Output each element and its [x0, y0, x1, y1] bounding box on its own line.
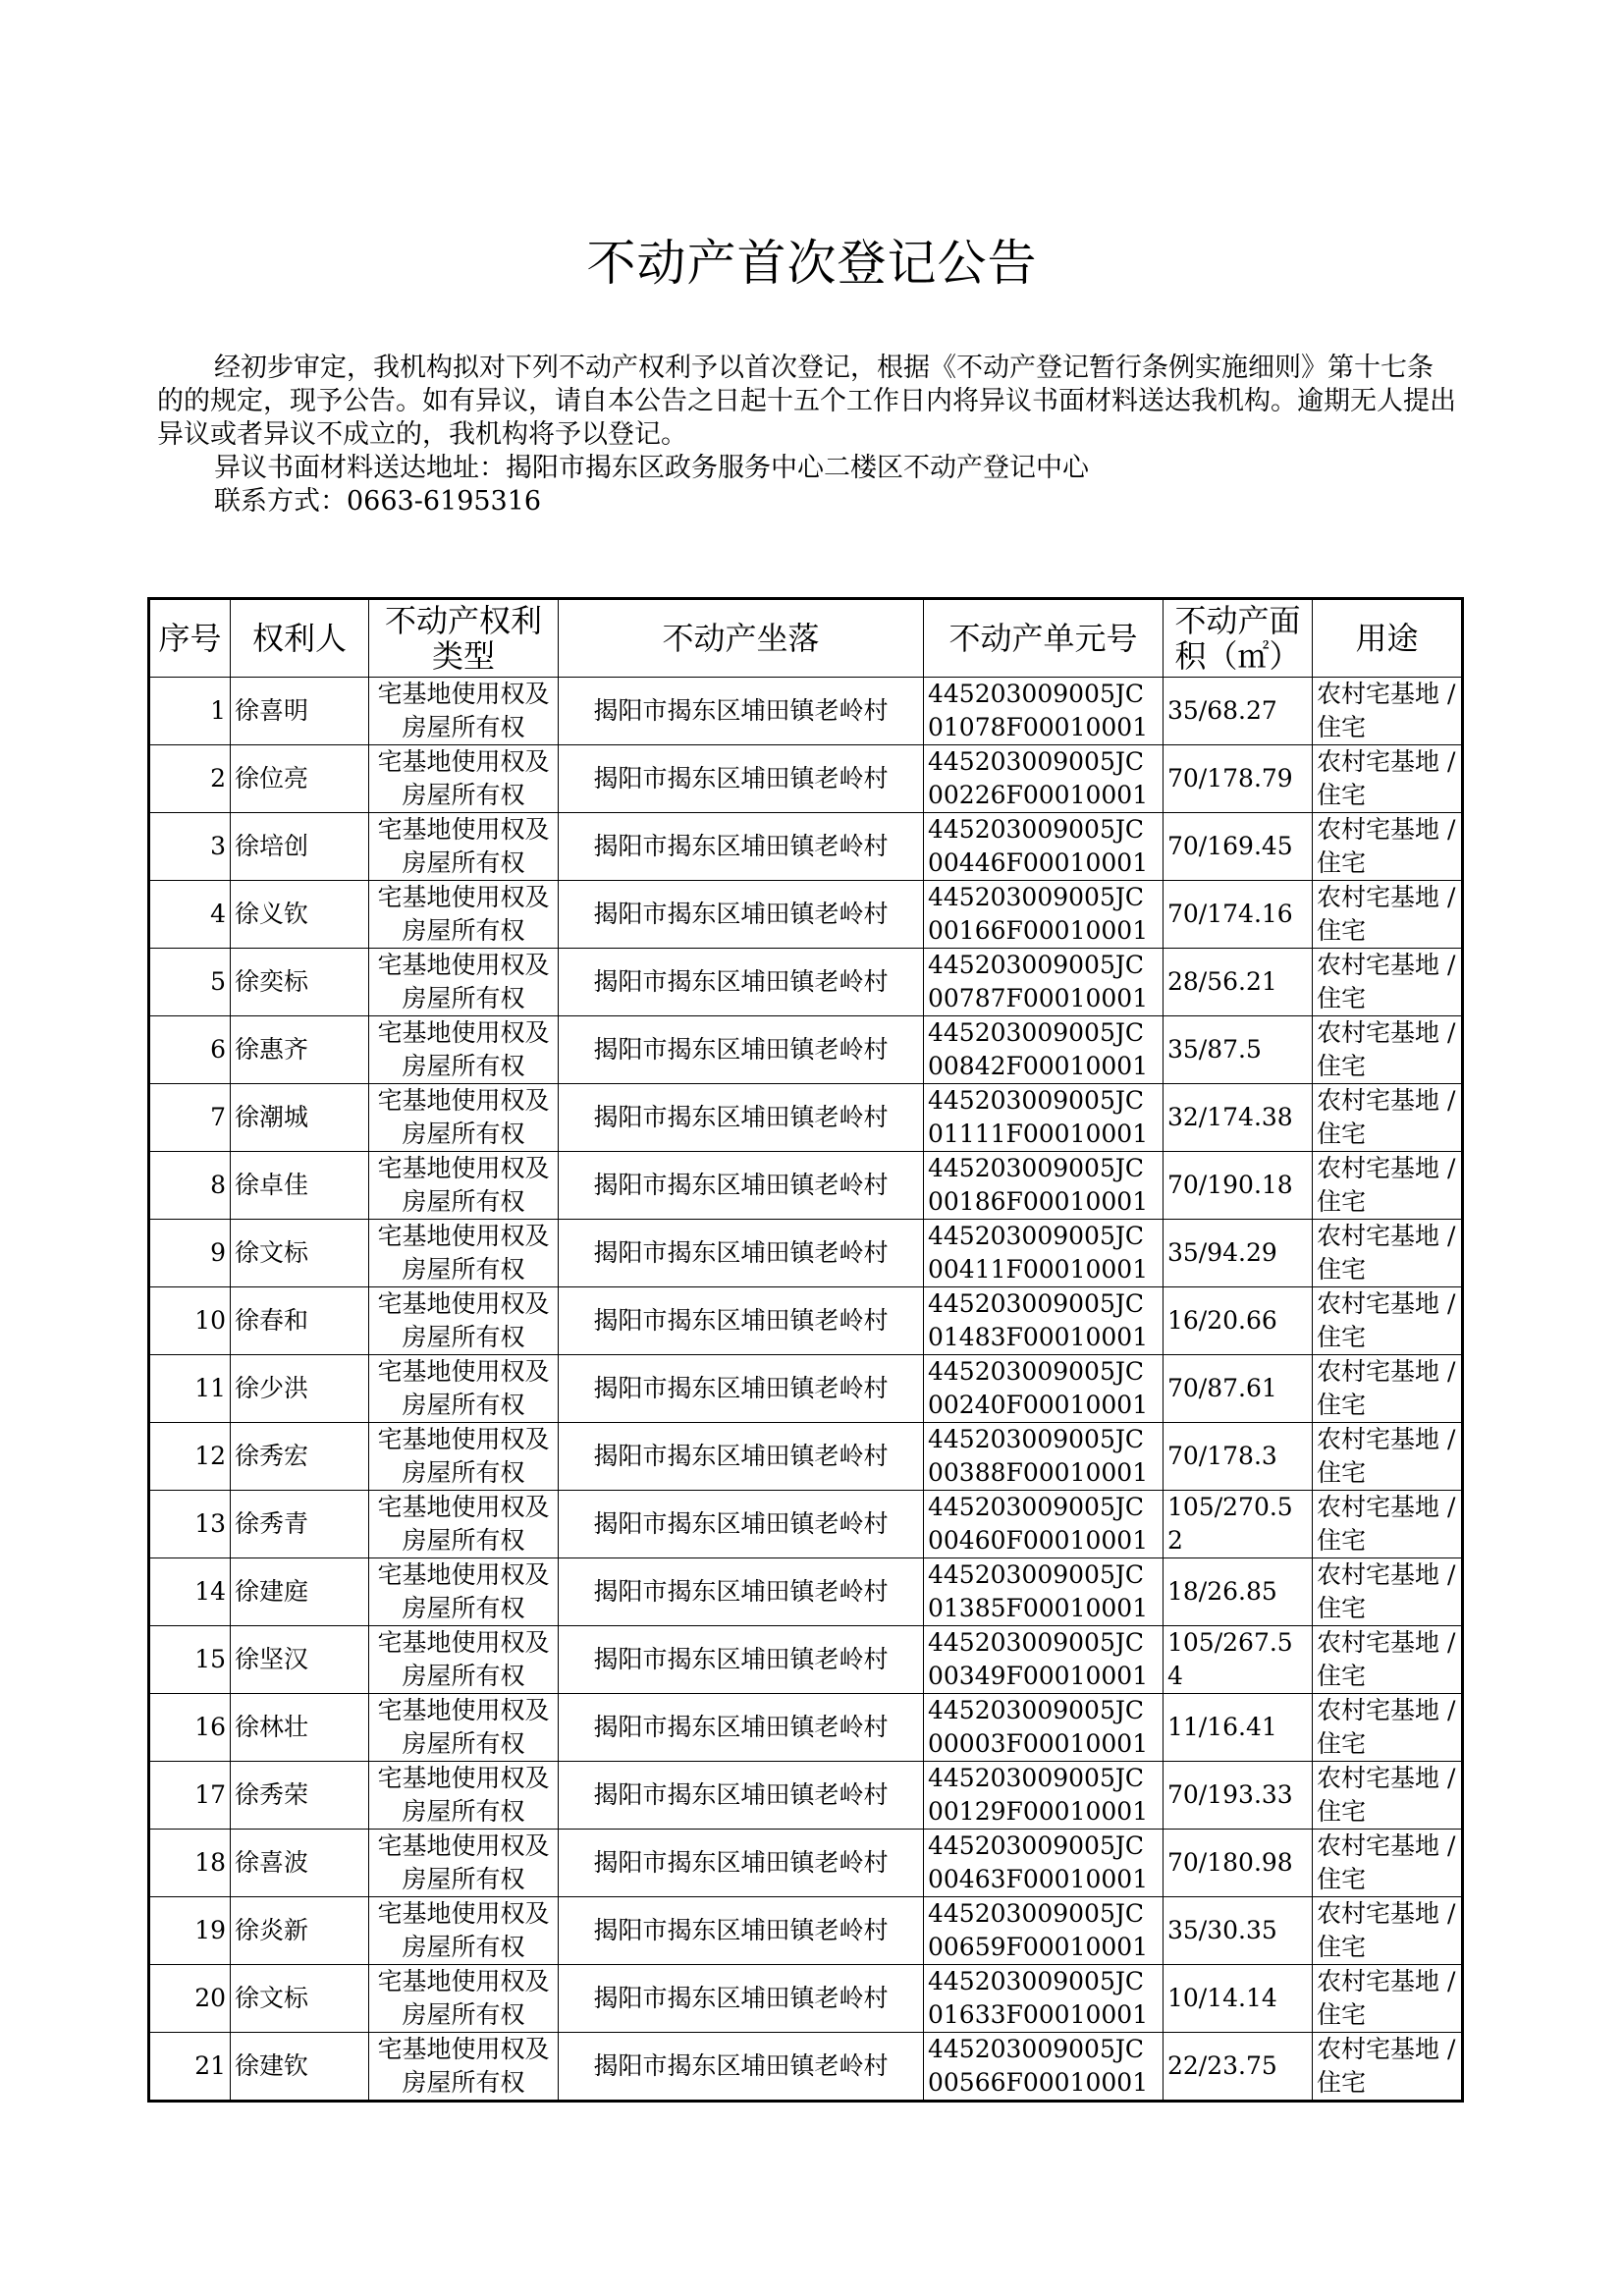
cell-location: 揭阳市揭东区埔田镇老岭村 — [559, 881, 924, 949]
cell-right-type: 宅基地使用权及房屋所有权 — [369, 1897, 559, 1965]
cell-unit-no: 445203009005JC01483F00010001 — [924, 1287, 1164, 1355]
table-row — [149, 949, 1463, 1016]
cell-area: 35/94.29 — [1164, 1220, 1313, 1287]
table-row — [149, 1423, 1463, 1491]
cell-owner: 徐建庭 — [231, 1558, 369, 1626]
cell-seq: 12 — [149, 1423, 231, 1491]
cell-usage: 农村宅基地 / 住宅 — [1313, 1016, 1463, 1084]
cell-right-type: 宅基地使用权及房屋所有权 — [369, 1965, 559, 2033]
cell-unit-no: 445203009005JC00240F00010001 — [924, 1355, 1164, 1423]
cell-owner: 徐秀宏 — [231, 1423, 369, 1491]
cell-owner: 徐喜波 — [231, 1830, 369, 1897]
cell-area: 70/178.3 — [1164, 1423, 1313, 1491]
cell-area: 11/16.41 — [1164, 1694, 1313, 1762]
cell-owner: 徐培创 — [231, 813, 369, 881]
page-title: 不动产首次登记公告 — [586, 235, 1038, 292]
cell-area: 70/169.45 — [1164, 813, 1313, 881]
cell-location: 揭阳市揭东区埔田镇老岭村 — [559, 1965, 924, 2033]
cell-unit-no: 445203009005JC00226F00010001 — [924, 745, 1164, 813]
cell-usage: 农村宅基地 / 住宅 — [1313, 1558, 1463, 1626]
cell-owner: 徐春和 — [231, 1287, 369, 1355]
contact-info: 联系方式：0663-6195316 — [214, 486, 542, 517]
cell-location: 揭阳市揭东区埔田镇老岭村 — [559, 1694, 924, 1762]
cell-owner: 徐文标 — [231, 1965, 369, 2033]
cell-usage: 农村宅基地 / 住宅 — [1313, 745, 1463, 813]
cell-location: 揭阳市揭东区埔田镇老岭村 — [559, 1558, 924, 1626]
cell-owner: 徐文标 — [231, 1220, 369, 1287]
cell-right-type: 宅基地使用权及房屋所有权 — [369, 1423, 559, 1491]
cell-usage: 农村宅基地 / 住宅 — [1313, 1355, 1463, 1423]
cell-usage: 农村宅基地 / 住宅 — [1313, 1965, 1463, 2033]
cell-usage: 农村宅基地 / 住宅 — [1313, 1762, 1463, 1830]
header-unit-no: 不动产单元号 — [924, 599, 1164, 678]
cell-area: 18/26.85 — [1164, 1558, 1313, 1626]
cell-unit-no: 445203009005JC01078F00010001 — [924, 678, 1164, 745]
cell-seq: 10 — [149, 1287, 231, 1355]
cell-seq: 16 — [149, 1694, 231, 1762]
cell-right-type: 宅基地使用权及房屋所有权 — [369, 1762, 559, 1830]
cell-unit-no: 445203009005JC00446F00010001 — [924, 813, 1164, 881]
cell-owner: 徐奕标 — [231, 949, 369, 1016]
cell-unit-no: 445203009005JC00186F00010001 — [924, 1152, 1164, 1220]
cell-location: 揭阳市揭东区埔田镇老岭村 — [559, 1016, 924, 1084]
cell-location: 揭阳市揭东区埔田镇老岭村 — [559, 1897, 924, 1965]
cell-usage: 农村宅基地 / 住宅 — [1313, 1287, 1463, 1355]
cell-unit-no: 445203009005JC00003F00010001 — [924, 1694, 1164, 1762]
cell-unit-no: 445203009005JC00129F00010001 — [924, 1762, 1164, 1830]
cell-right-type: 宅基地使用权及房屋所有权 — [369, 1220, 559, 1287]
cell-location: 揭阳市揭东区埔田镇老岭村 — [559, 1220, 924, 1287]
table-row — [149, 1762, 1463, 1830]
cell-right-type: 宅基地使用权及房屋所有权 — [369, 881, 559, 949]
cell-usage: 农村宅基地 / 住宅 — [1313, 1694, 1463, 1762]
cell-location: 揭阳市揭东区埔田镇老岭村 — [559, 1423, 924, 1491]
cell-usage: 农村宅基地 / 住宅 — [1313, 1626, 1463, 1694]
cell-seq: 14 — [149, 1558, 231, 1626]
cell-seq: 7 — [149, 1084, 231, 1152]
header-location: 不动产坐落 — [559, 599, 924, 678]
cell-owner: 徐少洪 — [231, 1355, 369, 1423]
cell-seq: 11 — [149, 1355, 231, 1423]
cell-unit-no: 445203009005JC00842F00010001 — [924, 1016, 1164, 1084]
table-row — [149, 1694, 1463, 1762]
cell-location: 揭阳市揭东区埔田镇老岭村 — [559, 1355, 924, 1423]
cell-usage: 农村宅基地 / 住宅 — [1313, 678, 1463, 745]
cell-location: 揭阳市揭东区埔田镇老岭村 — [559, 1152, 924, 1220]
objection-address: 异议书面材料送达地址：揭阳市揭东区政务服务中心二楼区不动产登记中心 — [214, 453, 1089, 483]
cell-owner: 徐炎新 — [231, 1897, 369, 1965]
cell-owner: 徐建钦 — [231, 2033, 369, 2102]
cell-location: 揭阳市揭东区埔田镇老岭村 — [559, 1287, 924, 1355]
cell-location: 揭阳市揭东区埔田镇老岭村 — [559, 678, 924, 745]
cell-owner: 徐坚汉 — [231, 1626, 369, 1694]
cell-right-type: 宅基地使用权及房屋所有权 — [369, 1694, 559, 1762]
cell-usage: 农村宅基地 / 住宅 — [1313, 949, 1463, 1016]
cell-unit-no: 445203009005JC00566F00010001 — [924, 2033, 1164, 2102]
cell-location: 揭阳市揭东区埔田镇老岭村 — [559, 1491, 924, 1558]
cell-seq: 19 — [149, 1897, 231, 1965]
cell-area: 70/190.18 — [1164, 1152, 1313, 1220]
cell-owner: 徐秀青 — [231, 1491, 369, 1558]
cell-seq: 3 — [149, 813, 231, 881]
cell-right-type: 宅基地使用权及房屋所有权 — [369, 1558, 559, 1626]
table-row — [149, 1152, 1463, 1220]
table-row — [149, 1084, 1463, 1152]
cell-seq: 9 — [149, 1220, 231, 1287]
cell-area: 105/270.52 — [1164, 1491, 1313, 1558]
cell-owner: 徐喜明 — [231, 678, 369, 745]
cell-area: 16/20.66 — [1164, 1287, 1313, 1355]
table-row — [149, 1016, 1463, 1084]
cell-usage: 农村宅基地 / 住宅 — [1313, 1220, 1463, 1287]
cell-usage: 农村宅基地 / 住宅 — [1313, 813, 1463, 881]
cell-usage: 农村宅基地 / 住宅 — [1313, 2033, 1463, 2102]
table-body — [149, 678, 1463, 2102]
cell-seq: 2 — [149, 745, 231, 813]
cell-location: 揭阳市揭东区埔田镇老岭村 — [559, 949, 924, 1016]
cell-seq: 20 — [149, 1965, 231, 2033]
table-row — [149, 745, 1463, 813]
cell-owner: 徐林壮 — [231, 1694, 369, 1762]
table-row — [149, 1965, 1463, 2033]
cell-owner: 徐秀荣 — [231, 1762, 369, 1830]
cell-unit-no: 445203009005JC01385F00010001 — [924, 1558, 1164, 1626]
cell-usage: 农村宅基地 / 住宅 — [1313, 1830, 1463, 1897]
cell-area: 35/87.5 — [1164, 1016, 1313, 1084]
cell-unit-no: 445203009005JC00463F00010001 — [924, 1830, 1164, 1897]
header-right-type: 不动产权利类型 — [369, 599, 559, 678]
cell-right-type: 宅基地使用权及房屋所有权 — [369, 1830, 559, 1897]
cell-usage: 农村宅基地 / 住宅 — [1313, 881, 1463, 949]
cell-unit-no: 445203009005JC00659F00010001 — [924, 1897, 1164, 1965]
cell-unit-no: 445203009005JC00166F00010001 — [924, 881, 1164, 949]
cell-right-type: 宅基地使用权及房屋所有权 — [369, 949, 559, 1016]
cell-area: 35/68.27 — [1164, 678, 1313, 745]
cell-unit-no: 445203009005JC00787F00010001 — [924, 949, 1164, 1016]
cell-location: 揭阳市揭东区埔田镇老岭村 — [559, 813, 924, 881]
table-row — [149, 1287, 1463, 1355]
table-row — [149, 813, 1463, 881]
cell-unit-no: 445203009005JC00349F00010001 — [924, 1626, 1164, 1694]
cell-area: 22/23.75 — [1164, 2033, 1313, 2102]
cell-location: 揭阳市揭东区埔田镇老岭村 — [559, 1084, 924, 1152]
cell-usage: 农村宅基地 / 住宅 — [1313, 1897, 1463, 1965]
cell-right-type: 宅基地使用权及房屋所有权 — [369, 1016, 559, 1084]
table-row — [149, 1491, 1463, 1558]
cell-usage: 农村宅基地 / 住宅 — [1313, 1084, 1463, 1152]
cell-unit-no: 445203009005JC01111F00010001 — [924, 1084, 1164, 1152]
cell-area: 70/178.79 — [1164, 745, 1313, 813]
table-row — [149, 1558, 1463, 1626]
cell-right-type: 宅基地使用权及房屋所有权 — [369, 678, 559, 745]
cell-owner: 徐潮城 — [231, 1084, 369, 1152]
cell-right-type: 宅基地使用权及房屋所有权 — [369, 1152, 559, 1220]
cell-usage: 农村宅基地 / 住宅 — [1313, 1423, 1463, 1491]
cell-right-type: 宅基地使用权及房屋所有权 — [369, 1084, 559, 1152]
cell-seq: 15 — [149, 1626, 231, 1694]
notice-text — [157, 352, 1458, 519]
cell-location: 揭阳市揭东区埔田镇老岭村 — [559, 745, 924, 813]
cell-seq: 4 — [149, 881, 231, 949]
cell-unit-no: 445203009005JC01633F00010001 — [924, 1965, 1164, 2033]
cell-location: 揭阳市揭东区埔田镇老岭村 — [559, 1626, 924, 1694]
table-row — [149, 1626, 1463, 1694]
cell-unit-no: 445203009005JC00388F00010001 — [924, 1423, 1164, 1491]
cell-area: 10/14.14 — [1164, 1965, 1313, 2033]
cell-usage: 农村宅基地 / 住宅 — [1313, 1152, 1463, 1220]
cell-seq: 21 — [149, 2033, 231, 2102]
cell-owner: 徐位亮 — [231, 745, 369, 813]
cell-right-type: 宅基地使用权及房屋所有权 — [369, 1491, 559, 1558]
cell-seq: 18 — [149, 1830, 231, 1897]
cell-owner: 徐卓佳 — [231, 1152, 369, 1220]
cell-area: 105/267.54 — [1164, 1626, 1313, 1694]
header-seq: 序号 — [149, 599, 231, 678]
table-row — [149, 678, 1463, 745]
table-row — [149, 1897, 1463, 1965]
cell-unit-no: 445203009005JC00411F00010001 — [924, 1220, 1164, 1287]
table-row — [149, 1355, 1463, 1423]
cell-right-type: 宅基地使用权及房屋所有权 — [369, 2033, 559, 2102]
cell-right-type: 宅基地使用权及房屋所有权 — [369, 813, 559, 881]
cell-seq: 1 — [149, 678, 231, 745]
cell-area: 70/180.98 — [1164, 1830, 1313, 1897]
cell-seq: 5 — [149, 949, 231, 1016]
table-row — [149, 881, 1463, 949]
cell-unit-no: 445203009005JC00460F00010001 — [924, 1491, 1164, 1558]
header-owner: 权利人 — [231, 599, 369, 678]
cell-area: 28/56.21 — [1164, 949, 1313, 1016]
cell-seq: 13 — [149, 1491, 231, 1558]
cell-area: 70/193.33 — [1164, 1762, 1313, 1830]
cell-seq: 6 — [149, 1016, 231, 1084]
cell-location: 揭阳市揭东区埔田镇老岭村 — [559, 1830, 924, 1897]
cell-area: 70/174.16 — [1164, 881, 1313, 949]
cell-right-type: 宅基地使用权及房屋所有权 — [369, 1355, 559, 1423]
header-area: 不动产面积（㎡） — [1164, 599, 1313, 678]
table-row — [149, 2033, 1463, 2102]
header-usage: 用途 — [1313, 599, 1463, 678]
cell-owner: 徐惠齐 — [231, 1016, 369, 1084]
cell-area: 32/174.38 — [1164, 1084, 1313, 1152]
cell-location: 揭阳市揭东区埔田镇老岭村 — [559, 2033, 924, 2102]
cell-right-type: 宅基地使用权及房屋所有权 — [369, 1626, 559, 1694]
table-row — [149, 1830, 1463, 1897]
cell-seq: 17 — [149, 1762, 231, 1830]
registration-table — [147, 597, 1464, 2103]
cell-location: 揭阳市揭东区埔田镇老岭村 — [559, 1762, 924, 1830]
cell-right-type: 宅基地使用权及房屋所有权 — [369, 1287, 559, 1355]
cell-seq: 8 — [149, 1152, 231, 1220]
notice-paragraph: 经初步审定，我机构拟对下列不动产权利予以首次登记，根据《不动产登记暂行条例实施细则》第十七条的的规定，现予公告。如有异议，请自本公告之日起十五个工作日内将异议书面材料送达我机构。逾期无人提出异议或者异议不成立的，我机构将予以登记。 — [157, 353, 1456, 450]
cell-owner: 徐义钦 — [231, 881, 369, 949]
cell-usage: 农村宅基地 / 住宅 — [1313, 1491, 1463, 1558]
cell-area: 70/87.61 — [1164, 1355, 1313, 1423]
cell-area: 35/30.35 — [1164, 1897, 1313, 1965]
table-row — [149, 1220, 1463, 1287]
table-header-row — [149, 599, 1463, 678]
cell-right-type: 宅基地使用权及房屋所有权 — [369, 745, 559, 813]
